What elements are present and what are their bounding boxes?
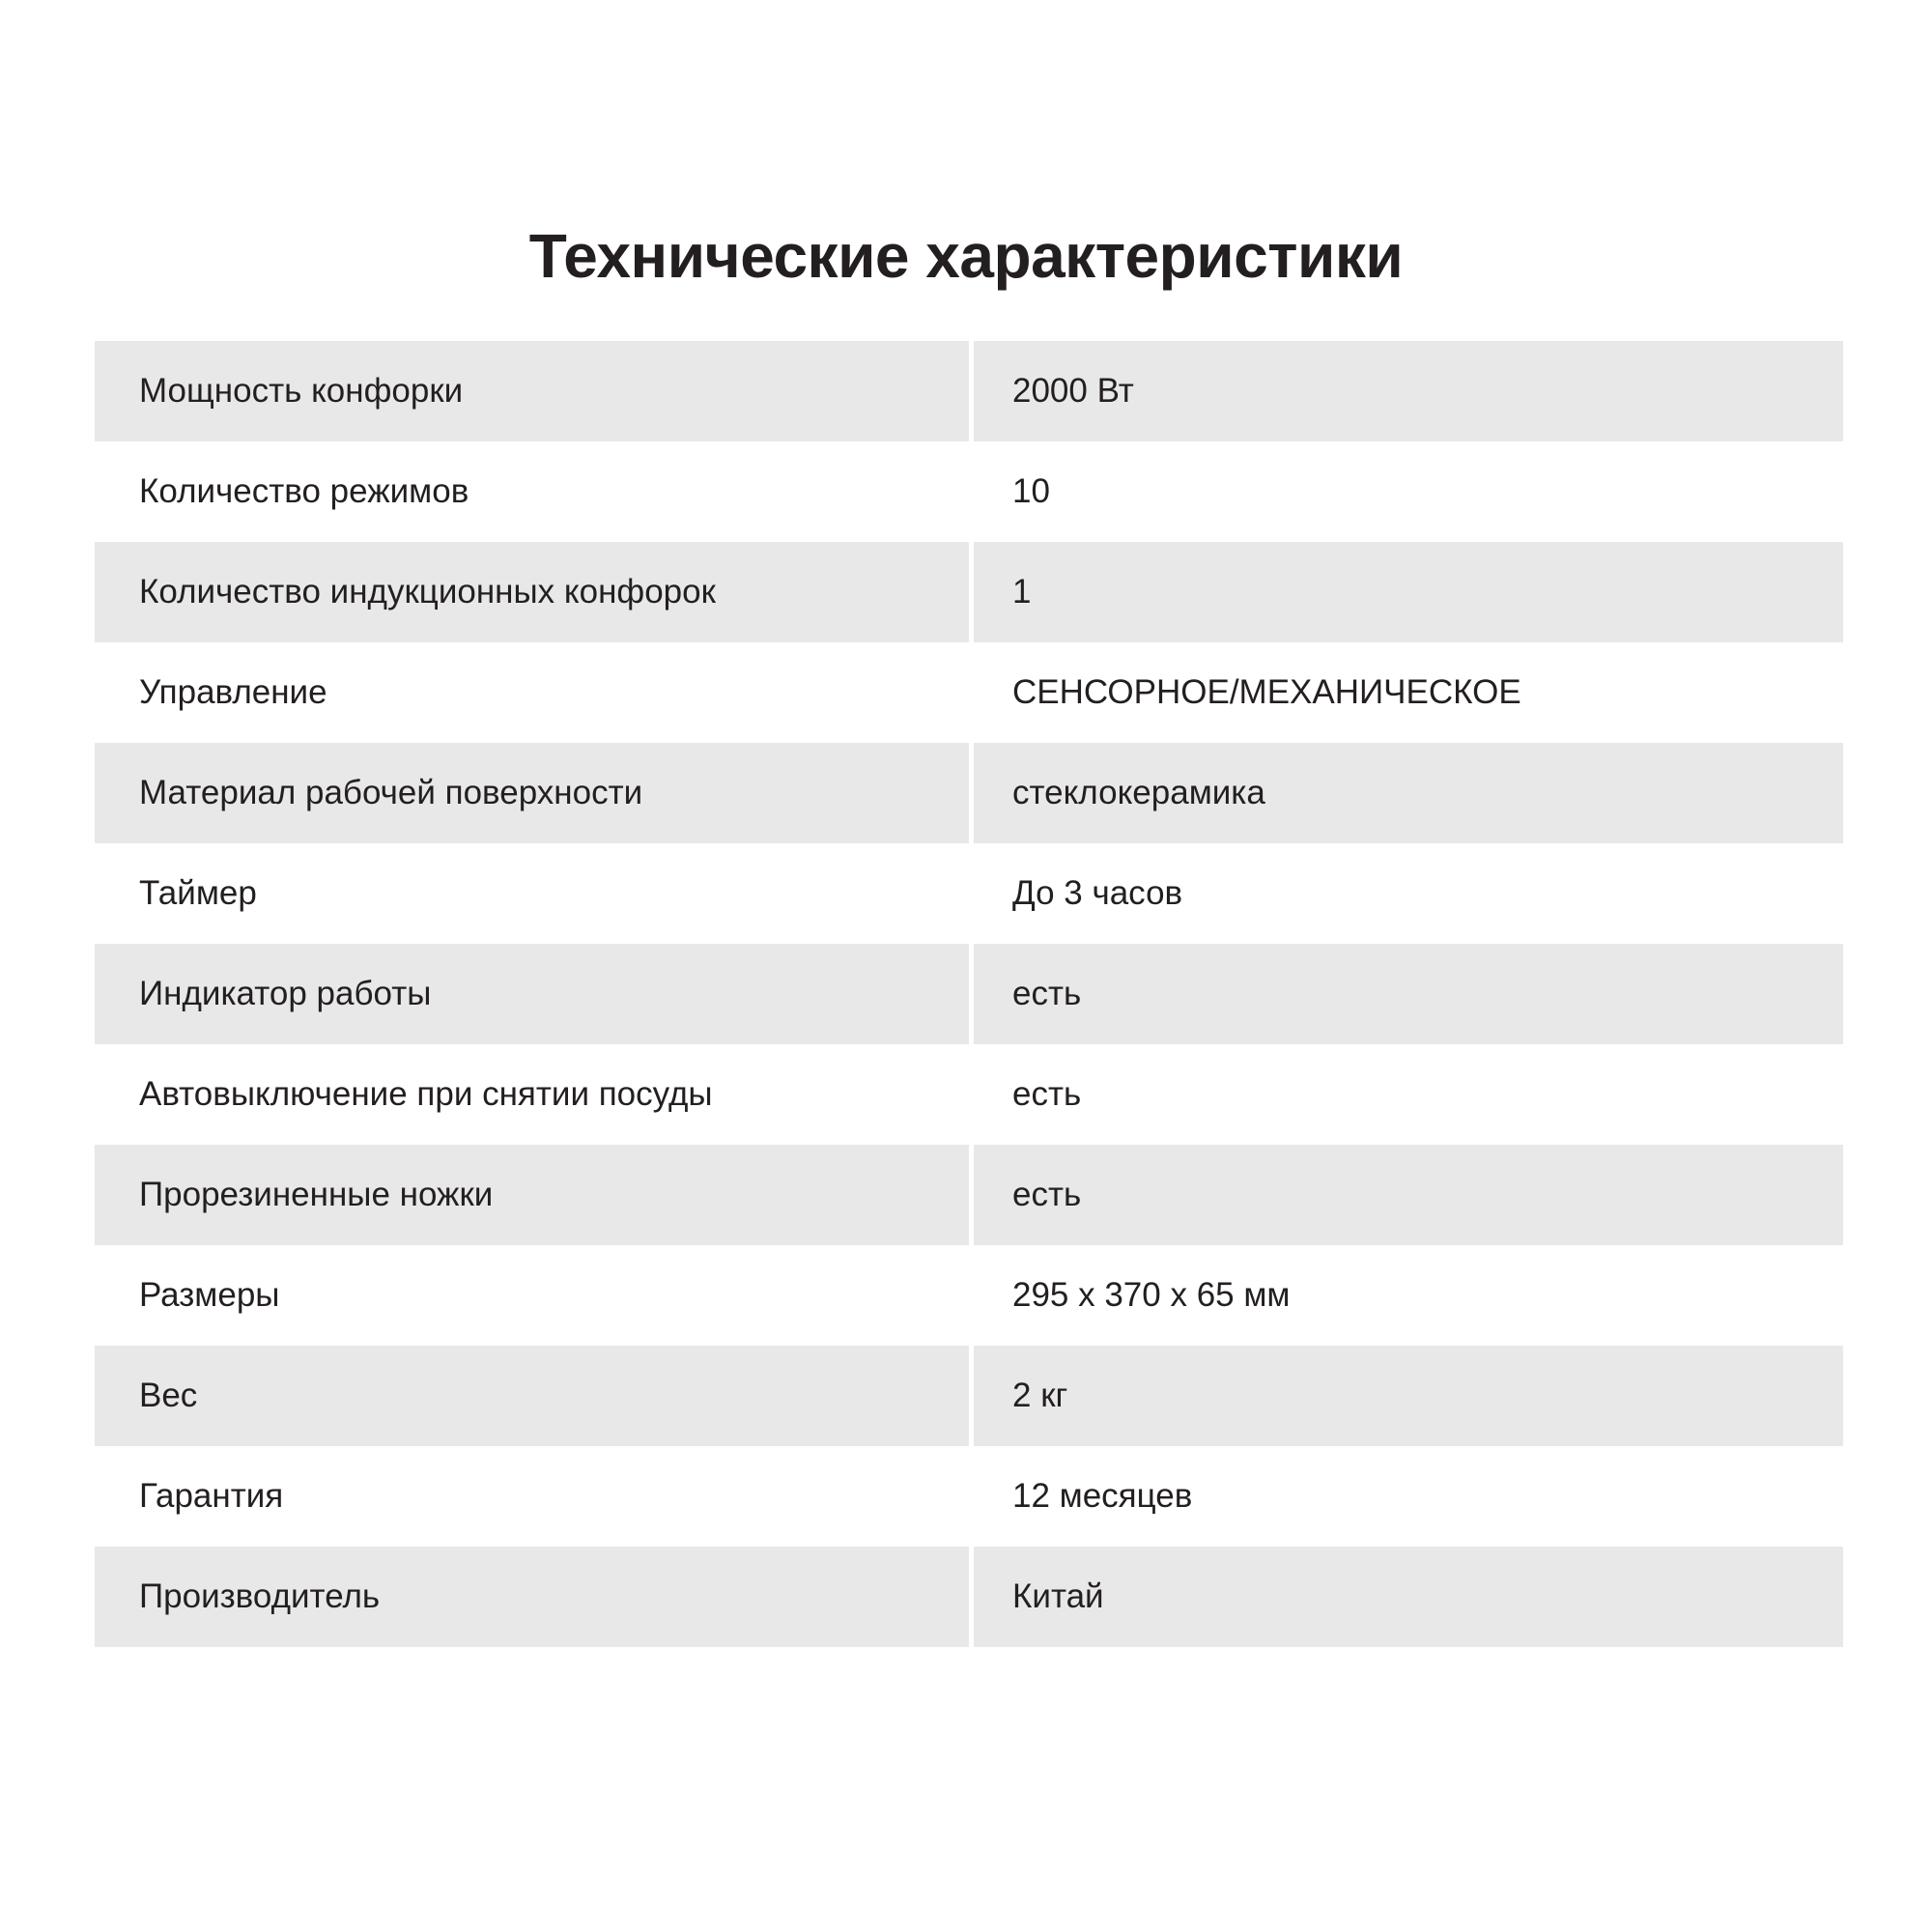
spec-value: СЕНСОРНОЕ/МЕХАНИЧЕСКОЕ	[974, 642, 1843, 743]
spec-label: Размеры	[95, 1245, 969, 1346]
table-row	[95, 542, 1843, 642]
table-row	[95, 1245, 1843, 1346]
page-title: Технические характеристики	[528, 220, 1404, 291]
spec-label: Мощность конфорки	[95, 341, 969, 441]
table-row	[95, 642, 1843, 743]
table-row	[95, 843, 1843, 944]
specifications-table	[95, 341, 1843, 1647]
spec-label: Количество режимов	[95, 441, 969, 542]
spec-label: Автовыключение при снятии посуды	[95, 1044, 969, 1145]
spec-value: стеклокерамика	[974, 743, 1843, 843]
spec-value: есть	[974, 1044, 1843, 1145]
spec-value: 295 x 370 x 65 мм	[974, 1245, 1843, 1346]
spec-label: Гарантия	[95, 1446, 969, 1547]
spec-label: Управление	[95, 642, 969, 743]
table-row	[95, 341, 1843, 441]
spec-value: 2000 Вт	[974, 341, 1843, 441]
spec-value: есть	[974, 944, 1843, 1044]
spec-value: До 3 часов	[974, 843, 1843, 944]
table-row	[95, 944, 1843, 1044]
table-row	[95, 441, 1843, 542]
spec-label: Количество индукционных конфорок	[95, 542, 969, 642]
spec-label: Производитель	[95, 1547, 969, 1647]
spec-label: Индикатор работы	[95, 944, 969, 1044]
spec-label: Прорезиненные ножки	[95, 1145, 969, 1245]
spec-label: Вес	[95, 1346, 969, 1446]
spec-value: 2 кг	[974, 1346, 1843, 1446]
table-row	[95, 1044, 1843, 1145]
table-row	[95, 1145, 1843, 1245]
spec-value: 10	[974, 441, 1843, 542]
spec-value: 1	[974, 542, 1843, 642]
spec-value: есть	[974, 1145, 1843, 1245]
spec-value: 12 месяцев	[974, 1446, 1843, 1547]
table-row	[95, 743, 1843, 843]
table-row	[95, 1547, 1843, 1647]
spec-label: Таймер	[95, 843, 969, 944]
table-row	[95, 1446, 1843, 1547]
spec-label: Материал рабочей поверхности	[95, 743, 969, 843]
table-row	[95, 1346, 1843, 1446]
spec-value: Китай	[974, 1547, 1843, 1647]
